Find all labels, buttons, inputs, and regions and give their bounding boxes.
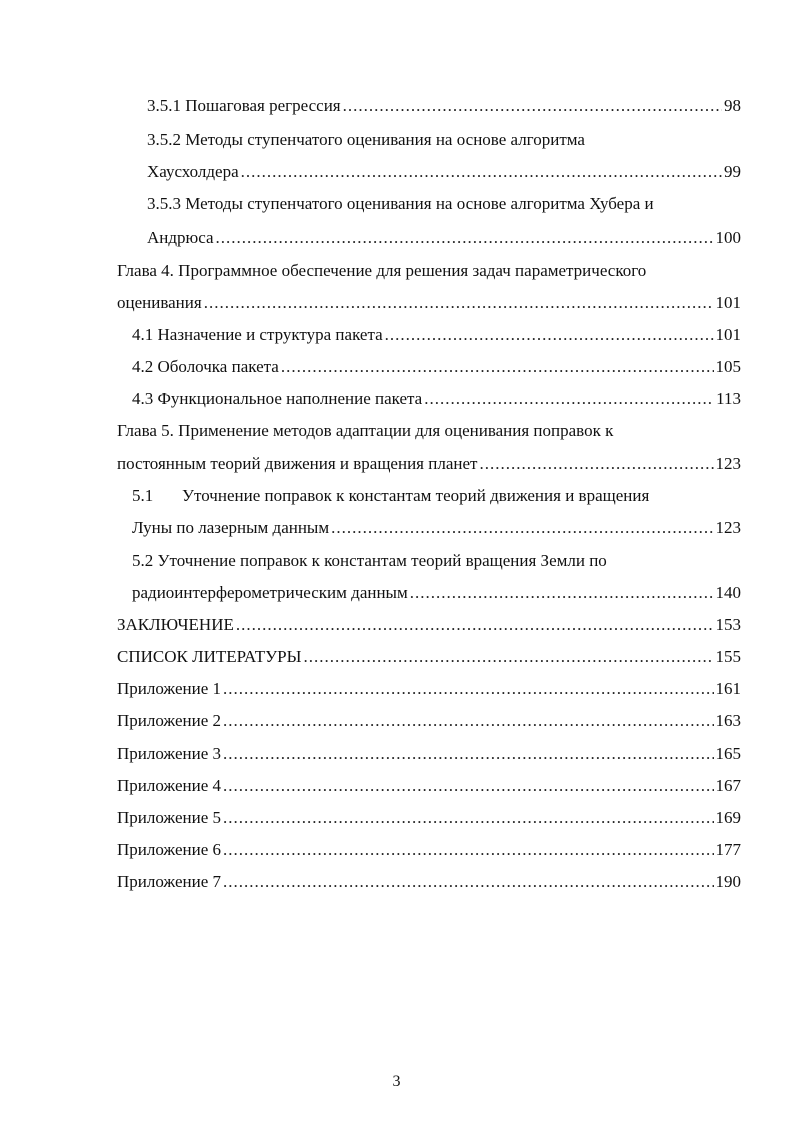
toc-entry [117,711,741,733]
toc-entry-title: 4.2 Оболочка пакета [132,357,279,376]
toc-leader-dots [303,647,713,667]
toc-entry-title: Приложение 2 [117,711,221,730]
toc-entry [117,744,741,766]
toc-entry-page: 105 [715,357,741,376]
toc-entry-page: 155 [715,647,741,666]
toc-leader-dots [424,389,714,409]
toc-leader-dots [223,711,714,731]
toc-entry-title: Хаусхолдера [147,162,239,181]
toc-entry [117,776,741,798]
toc-entry-page: 165 [715,744,741,763]
toc-entry [132,325,741,347]
toc-leader-dots [343,96,722,116]
toc-entry [147,96,741,118]
toc-entry-title: Приложение 7 [117,872,221,891]
toc-entry [132,518,741,540]
toc-entry-page: 123 [715,518,741,537]
toc-leader-dots [410,583,714,603]
toc-entry-page: 123 [715,454,741,473]
toc-entry-page: 161 [715,679,741,698]
toc-entry-page: 167 [715,776,741,795]
toc-entry-title-line: Уточнение поправок к константам теорий движения и вращения [182,486,650,505]
toc-leader-dots [204,293,714,313]
toc-entry-title: СПИСОК ЛИТЕРАТУРЫ [117,647,302,666]
toc-leader-dots [223,872,714,892]
toc-entry [117,679,741,701]
toc-entry [147,228,741,250]
toc-entry-page: 98 [724,96,741,115]
toc-chapter-title-line: Глава 5. Применение методов адаптации для оценивания поправок к [117,421,614,440]
toc-entry [132,357,741,379]
page-number: 3 [392,1073,401,1090]
toc-entry-page: 169 [715,808,741,827]
toc-entry-title: 3.5.1 Пошаговая регрессия [147,96,341,115]
toc-leader-dots [223,776,714,796]
toc-entry-title: Приложение 3 [117,744,221,763]
toc-entry [132,583,741,605]
toc-entry [117,840,741,862]
toc-entry [117,615,741,637]
toc-entry [117,647,741,669]
toc-entry-page: 163 [715,711,741,730]
toc-leader-dots [236,615,714,635]
toc-entry-page: 101 [715,293,741,312]
toc-entry [117,872,741,894]
toc-entry-title-line: 5.2 Уточнение поправок к константам теорий вращения Земли по [132,551,607,570]
toc-entry [147,162,741,184]
toc-entry [117,808,741,830]
toc-entry-title: Приложение 5 [117,808,221,827]
toc-leader-dots [241,162,722,182]
toc-entry-page: 190 [715,872,741,891]
toc-entry-title: Приложение 4 [117,776,221,795]
toc-leader-dots [281,357,714,377]
toc-chapter-title-line: Глава 4. Программное обеспечение для решения задач параметрического [117,261,647,280]
toc-entry [117,454,741,476]
toc-entry [117,293,741,315]
toc-leader-dots [331,518,713,538]
toc-leader-dots [385,325,714,345]
toc-entry [132,389,741,411]
toc-leader-dots [216,228,714,248]
toc-leader-dots [223,808,714,828]
toc-entry-page: 101 [715,325,741,344]
toc-entry-title: Приложение 1 [117,679,221,698]
toc-entry-title: 4.3 Функциональное наполнение пакета [132,389,423,408]
toc-leader-dots [479,454,713,474]
toc-entry-page: 177 [715,840,741,859]
toc-entry-page: 153 [715,615,741,634]
toc-entry-title: Луны по лазерным данным [132,518,330,537]
toc-entry-page: 140 [715,583,741,602]
toc-leader-dots [223,679,714,699]
toc-entry-title: радиоинтерферометрическим данным [132,583,408,602]
toc-entry-title: 4.1 Назначение и структура пакета [132,325,383,344]
toc-leader-dots [223,744,714,764]
toc-entry-number: 5.1 [132,486,154,505]
toc-entry-title: Андрюса [147,228,214,247]
toc-entry-title: ЗАКЛЮЧЕНИЕ [117,615,234,634]
toc-entry-page: 100 [715,228,741,247]
toc-leader-dots [223,840,714,860]
toc-entry-title: Приложение 6 [117,840,221,859]
toc-entry-page: 99 [724,162,741,181]
toc-entry-page: 113 [716,389,741,408]
toc-entry-title: оценивания [117,293,202,312]
toc-entry-title-line: 3.5.3 Методы ступенчатого оценивания на основе алгоритма Хубера и [147,194,654,213]
toc-entry-title: постоянным теорий движения и вращения планет [117,454,478,473]
toc-entry-title-line: 3.5.2 Методы ступенчатого оценивания на основе алгоритма [147,130,585,149]
